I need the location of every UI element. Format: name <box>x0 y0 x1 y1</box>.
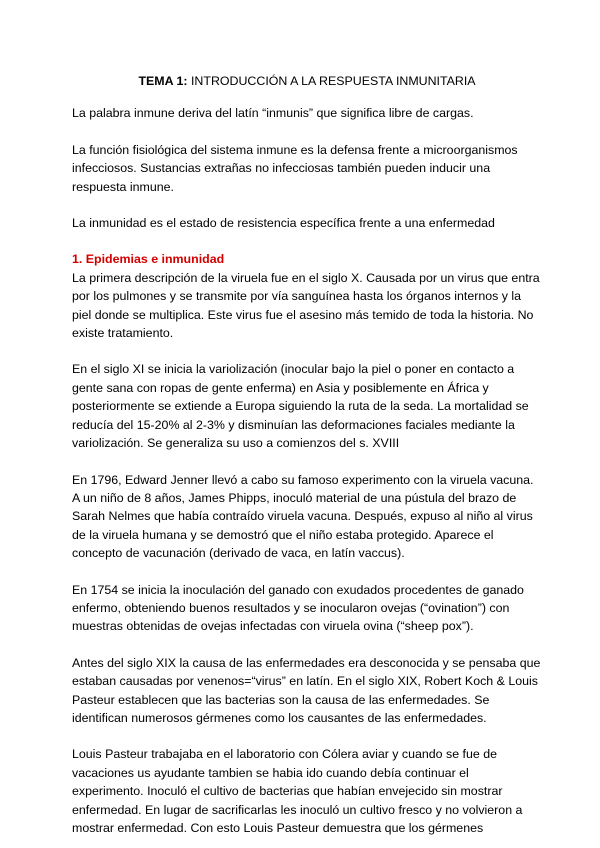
intro-paragraph: La función fisiológica del sistema inmune es la defensa frente a microorganismos infecciosos. Sustancias extrañas no infecciosas también pueden inducir una respuesta inmune. <box>72 142 518 194</box>
body-paragraph: Louis Pasteur trabajaba en el laboratorio con Cólera aviar y cuando se fue de vacaciones us ayudante tambien se habia ido cuando debía continuar el experimento. Inoculó el cultivo de bacterias que habían envejecido sin mostrar enfermedad. En lugar de sacrificarlas les inoculó un cultivo fresco y no volvieron a mostrar enfermedad. Con esto Louis Pasteur demuestra que los gérmenes <box>72 747 523 835</box>
intro-paragraph: La palabra inmune deriva del latín “inmunis” que significa libre de cargas. <box>72 106 474 121</box>
section-heading: 1. Epidemias e inmunidad <box>72 252 225 267</box>
body-paragraph: La primera descripción de la viruela fue en el siglo X. Causada por un virus que entra por los pulmones y se transmite por vía sanguínea hasta los órganos internos y la piel donde se multiplica. Este virus fue el asesino más temido de toda la historia. No existe tratamiento. <box>72 270 540 341</box>
title-text: INTRODUCCIÓN A LA RESPUESTA INMUNITARIA <box>187 74 476 88</box>
body-paragraph: En 1796, Edward Jenner llevó a cabo su famoso experimento con la viruela vacuna. A un niño de 8 años, James Phipps, inoculó material de una pústula del brazo de Sarah Nelmes que había contraído viruela vacuna. Después, expuso al niño al virus de la viruela humana y se demostró que el niño estaba protegido. Aparece el concepto de vacunación (derivado de vaca, en latín vaccus). <box>72 472 534 561</box>
page-title <box>72 72 542 90</box>
intro-paragraph: La inmunidad es el estado de resistencia específica frente a una enfermedad <box>72 216 495 231</box>
title-prefix: TEMA 1: <box>138 74 188 88</box>
body-paragraph: Antes del siglo XIX la causa de las enfermedades era desconocida y se pensaba que estaban causadas por venenos=“virus” en latín. En el siglo XIX, Robert Koch & Louis Pasteur establecen que las bacterias son la causa de las enfermedades. Se identifican numerosos gérmenes como los causantes de las enfermedades. <box>72 655 541 725</box>
body-paragraph: En el siglo XI se inicia la variolización (inocular bajo la piel o poner en contacto a gente sana con ropas de gente enferma) en Asia y posiblemente en África y posteriormente se extiende a Europa siguiendo la ruta de la seda. La mortalidad se reducía del 15-20% al 2-3% y disminuían las deformaciones faciales mediante la variolización. Se generaliza su uso a comienzos del s. XVIII <box>72 362 529 451</box>
body-paragraph: En 1754 se inicia la inoculación del ganado con exudados procedentes de ganado enfermo, obteniendo buenos resultados y se inocularon ovejas (“ovination”) con muestras obtenidas de ovejas infectadas con viruela ovina (“sheep pox”). <box>72 582 524 634</box>
